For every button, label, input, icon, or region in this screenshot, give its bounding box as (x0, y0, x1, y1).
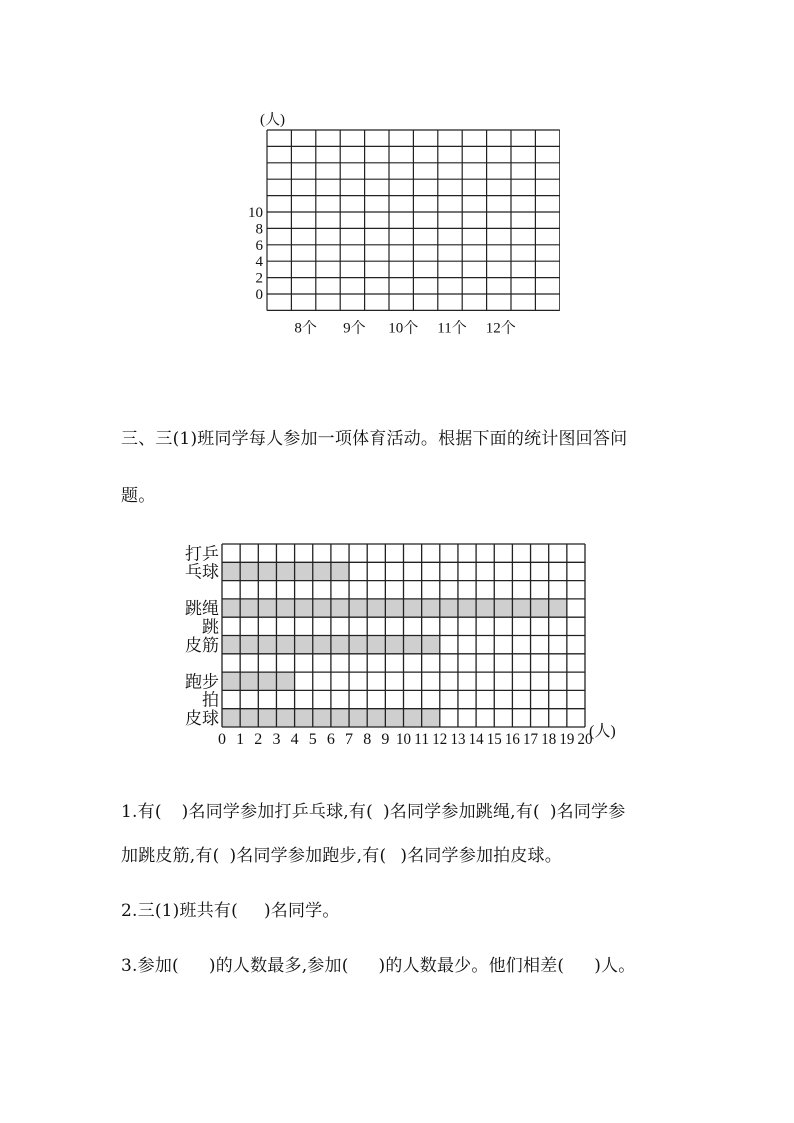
x-tick-label: 4 (290, 731, 299, 748)
y-tick-labels (248, 205, 264, 303)
y-tick-label: 6 (255, 237, 263, 254)
bar-2 (222, 599, 567, 617)
x-category-label: 9个 (343, 320, 366, 337)
y-tick-label: 10 (248, 205, 263, 221)
question-text: 2.三(1)班共有( (121, 901, 238, 921)
x-tick-label: 1 (236, 731, 245, 748)
question-text: )的人数最少。他们相差( (378, 956, 565, 976)
x-unit-label: (人) (589, 723, 616, 740)
x-category-label: 11个 (437, 320, 467, 337)
x-category-label: 10个 (388, 320, 419, 337)
category-label: 皮球 (185, 709, 219, 728)
answer-blank[interactable] (219, 846, 229, 866)
category-label: 乓球 (185, 562, 219, 582)
answer-blank[interactable] (349, 956, 379, 976)
x-tick-label: 14 (468, 731, 484, 748)
question-text: 1.有( (121, 802, 162, 822)
question-1-line2 (121, 841, 562, 866)
bars (222, 562, 567, 727)
question-text: )名同学参 (549, 802, 626, 822)
question-text: )名同学参加打乒乓球,有( (181, 802, 373, 822)
answer-blank[interactable] (386, 846, 400, 866)
section-3-heading-line2: 题。 (121, 486, 156, 506)
x-tick-label: 6 (326, 731, 335, 748)
question-text: 加跳皮筋,有( (121, 846, 220, 866)
x-tick-label: 20 (577, 731, 593, 748)
section-3-heading-line1: 三、三(1)班同学每人参加一项体育活动。根据下面的统计图回答问 (121, 429, 628, 449)
category-label: 跳 (202, 617, 219, 637)
y-tick-label: 0 (255, 287, 263, 303)
x-tick-label: 16 (504, 731, 520, 748)
x-tick-label: 17 (523, 731, 539, 748)
x-tick-label: 19 (559, 731, 575, 748)
x-tick-label: 5 (308, 731, 317, 748)
answer-blank[interactable] (162, 802, 182, 822)
x-tick-label: 7 (345, 731, 354, 748)
x-tick-label: 0 (218, 731, 226, 748)
grid-lines (267, 130, 560, 310)
answer-blank[interactable] (564, 956, 594, 976)
activity-bar-chart (170, 535, 640, 765)
y-tick-label: 2 (255, 270, 263, 287)
grid-lines (222, 544, 585, 727)
x-tick-label: 15 (486, 731, 502, 748)
question-text: )人。 (594, 956, 636, 976)
x-tick-label: 18 (541, 731, 557, 748)
answer-blank[interactable] (540, 802, 550, 822)
category-label: 跳绳 (185, 599, 219, 619)
y-tick-label: 8 (255, 221, 263, 238)
y-unit-label: (人) (260, 112, 285, 128)
x-tick-label: 10 (396, 731, 411, 748)
question-text: )名同学参加拍皮球。 (400, 846, 562, 866)
question-text: )名同学参加跳绳,有( (382, 802, 540, 822)
category-label: 打乒 (185, 544, 219, 564)
category-label: 跑步 (185, 672, 219, 692)
x-tick-label: 2 (254, 731, 263, 748)
bar-1 (222, 562, 349, 580)
question-text: )名同学参加跑步,有( (229, 846, 387, 866)
x-tick-label: 13 (450, 731, 466, 748)
question-3 (121, 951, 635, 976)
category-label: 拍 (202, 690, 219, 710)
question-text: )名同学。 (263, 901, 340, 921)
x-category-labels (294, 319, 515, 336)
y-tick-label: 4 (255, 254, 263, 271)
question-text: 3.参加( (121, 956, 179, 976)
answer-blank[interactable] (238, 901, 264, 921)
category-labels (185, 544, 219, 728)
x-category-label: 8个 (294, 320, 317, 337)
x-tick-label: 3 (272, 731, 281, 748)
question-1-line1 (121, 797, 625, 822)
answer-blank[interactable] (179, 956, 209, 976)
empty-grid-chart (230, 100, 560, 350)
question-2 (121, 896, 340, 921)
x-category-label: 12个 (485, 320, 516, 337)
answer-blank[interactable] (373, 802, 383, 822)
x-tick-label: 8 (363, 731, 372, 748)
x-tick-label: 12 (432, 731, 448, 748)
x-tick-labels (218, 731, 593, 748)
category-label: 皮筋 (185, 635, 219, 655)
question-text: )的人数最多,参加( (208, 956, 349, 976)
x-tick-label: 9 (381, 731, 390, 748)
x-tick-label: 11 (414, 731, 430, 748)
